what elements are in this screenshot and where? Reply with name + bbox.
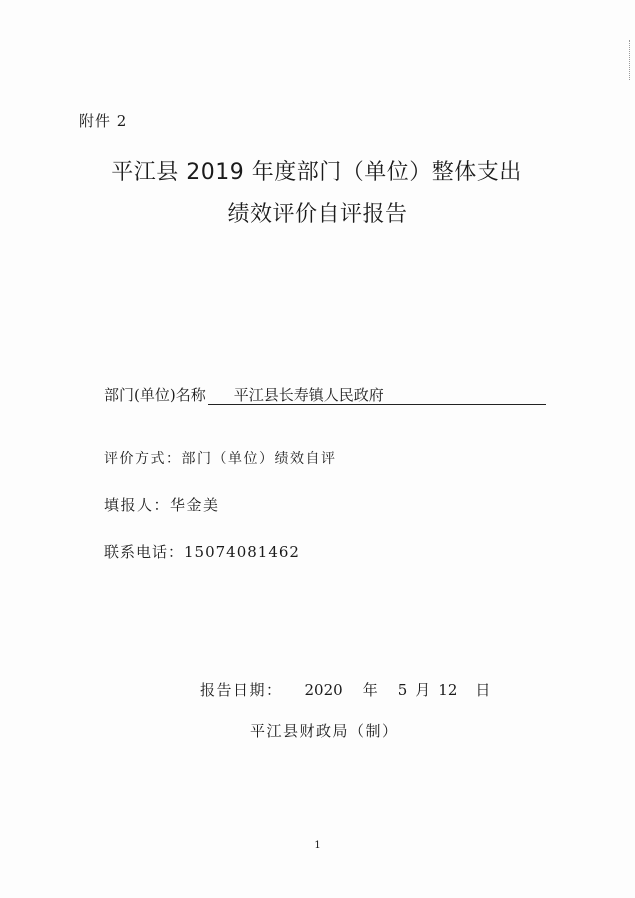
attachment-label: 附件 2 (79, 112, 128, 130)
report-date-day-unit: 日 (475, 681, 491, 699)
report-date-month: 5 (397, 681, 408, 699)
report-date-month-unit: 月 (415, 681, 431, 699)
issuing-authority: 平江县财政局（制） (250, 722, 399, 740)
department-value-underline (208, 386, 546, 405)
report-date-year: 2020 (304, 681, 343, 699)
department-field (104, 384, 546, 405)
contact-phone: 联系电话：15074081462 (104, 543, 300, 561)
filler: 填报人：华金美 (104, 496, 220, 514)
report-date (200, 679, 490, 700)
report-title-line-1: 平江县 2019 年度部门（单位）整体支出 (111, 160, 522, 185)
department-label: 部门(单位)名称 (104, 386, 206, 404)
report-date-label: 报告日期： (200, 681, 283, 699)
report-date-year-unit: 年 (362, 681, 378, 699)
evaluation-method: 评价方式：部门（单位）绩效自评 (104, 451, 337, 467)
report-date-day: 12 (438, 681, 458, 699)
department-value: 平江县长寿镇人民政府 (233, 386, 384, 404)
scan-edge-mark (629, 40, 632, 80)
report-title-line-2: 绩效评价自评报告 (227, 202, 408, 227)
page-number: 1 (314, 840, 321, 851)
